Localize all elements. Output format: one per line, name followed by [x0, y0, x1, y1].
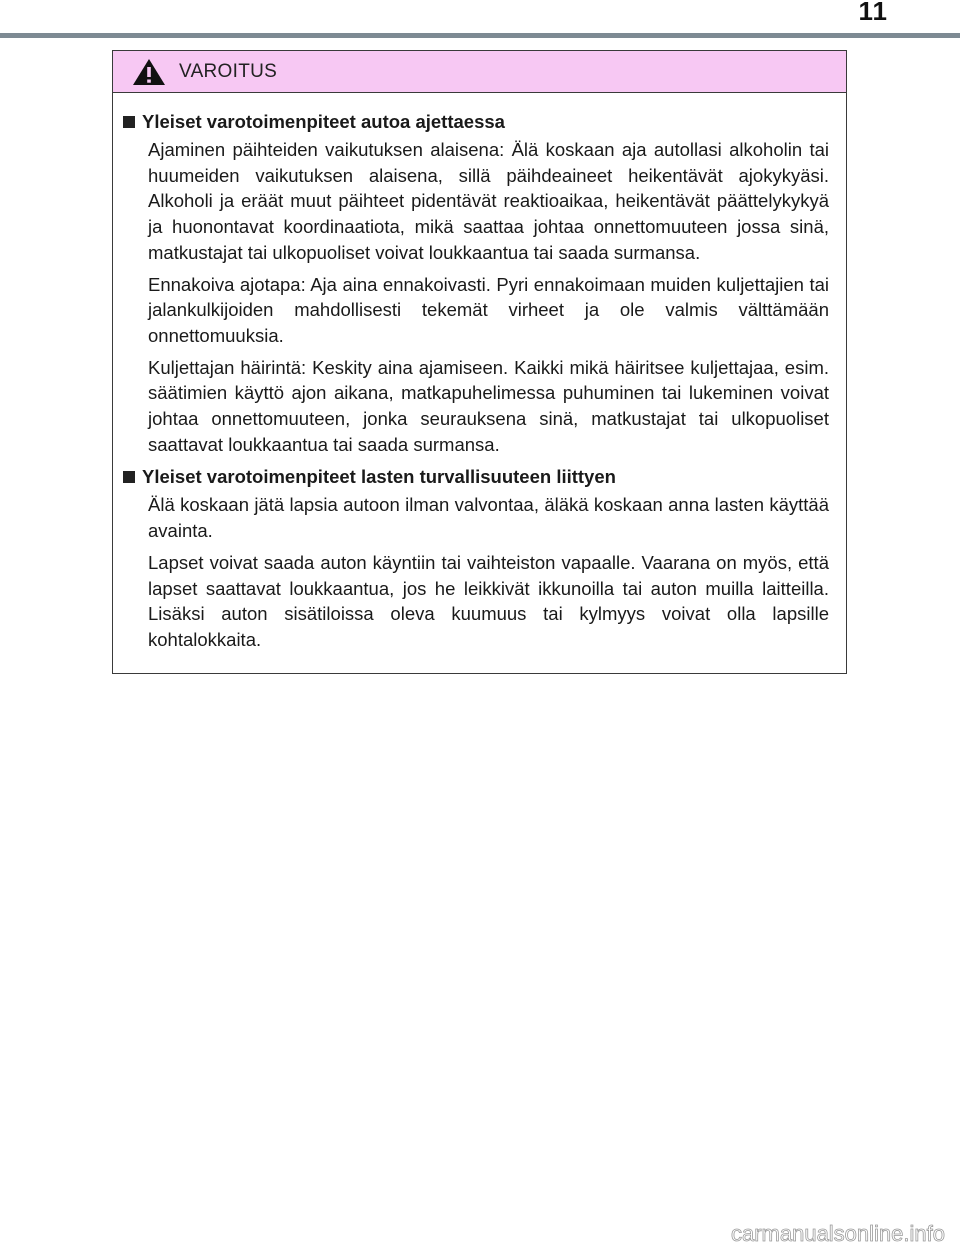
watermark-text: carmanualsonline.info — [730, 1221, 945, 1246]
warning-box — [112, 50, 847, 674]
paragraph-children-hazards: Lapset voivat saada auton käyntiin tai vaihteiston vapaalle. Vaarana on myös, että lapset saattavat loukkaantua, jos he leikkivät ikkunoilla tai auton muilla laitteilla. Lisäksi auton sisätiloissa oleva kuumuus tai kylmyys voivat olla lapsille kohtalokkaita. — [148, 551, 829, 650]
section-heading-text: Yleiset varotoimenpiteet autoa ajettaessa — [142, 111, 505, 132]
section-heading-text: Yleiset varotoimenpiteet lasten turvallisuuteen liittyen — [142, 466, 616, 488]
page-number: 11 — [858, 0, 888, 26]
header-rule — [0, 33, 960, 38]
paragraph-intoxicated-driving: Ajaminen päihteiden vaikutuksen alaisena: Älä koskaan aja autollasi alkoholin tai huumeiden vaikutuksen alaisena, sillä päihdeaineet heikentävät ajokykyäsi. Alkoholi ja eräät muut päihteet pidentävät reaktioaikaa, heikentävät päättelykykyä ja huonontavat koordinaatiota, mikä saattaa johtaa onnettomuuteen jossa sinä, matkustajat tai ulkopuoliset voivat loukkaantua tai saada surmansa. — [148, 139, 829, 263]
section-heading-child-safety — [123, 463, 829, 491]
warning-label: VAROITUS — [179, 60, 278, 82]
warning-body — [113, 93, 846, 653]
paragraph-defensive-driving: Ennakoiva ajotapa: Aja aina ennakoivasti. Pyri ennakoimaan muiden kuljettajien tai jalankulkijoiden mahdollisesti tekemät virheet ja ole valmis välttämään onnettomuuksia. — [148, 273, 829, 346]
paragraph-children-unattended: Älä koskaan jätä lapsia autoon ilman valvontaa, äläkä koskaan anna lasten käyttää avainta. — [148, 494, 829, 542]
square-bullet-icon — [123, 471, 135, 483]
section-heading-driving — [123, 108, 829, 136]
square-bullet-icon — [123, 116, 135, 128]
warning-header — [113, 51, 846, 93]
paragraph-driver-distraction: Kuljettajan häirintä: Keskity aina ajamiseen. Kaikki mikä häiritsee kuljettajaa, esim. säätimien käyttö ajon aikana, matkapuhelimessa puhuminen tai lukeminen voivat johtaa onnettomuuteen, jonka seurauksena sinä, matkustajat tai ulkopuoliset saattavat loukkaantua tai saada surmansa. — [148, 356, 829, 455]
warning-triangle-icon — [131, 57, 167, 87]
watermark — [650, 1219, 950, 1249]
